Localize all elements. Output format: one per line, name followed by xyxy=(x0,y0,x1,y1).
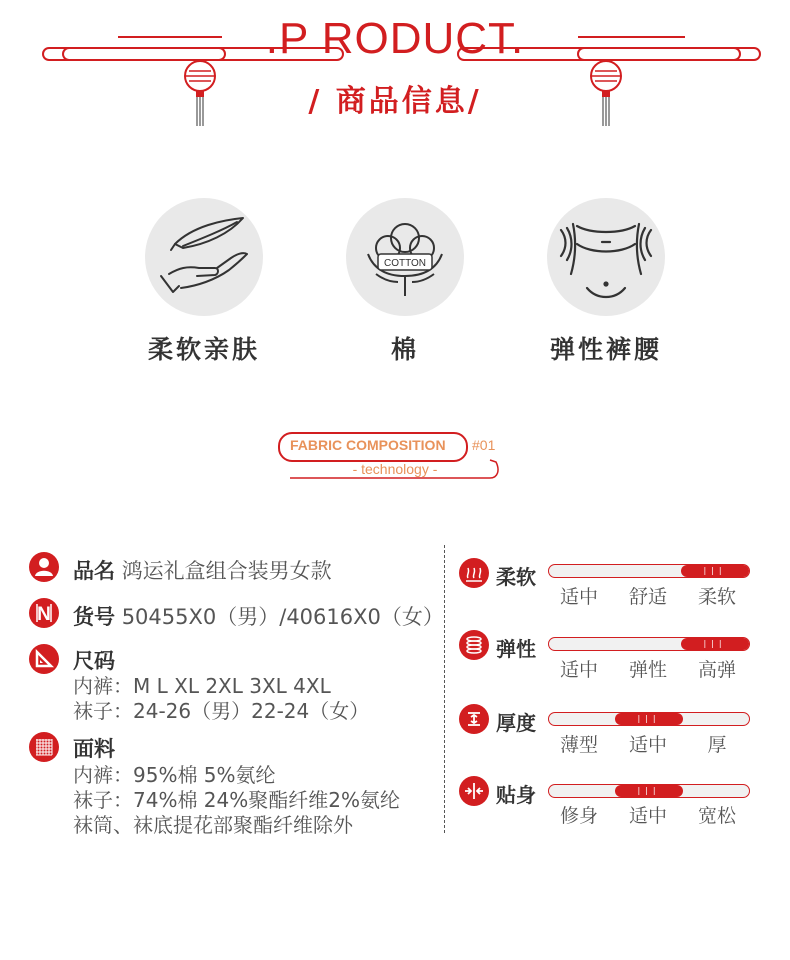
rating-scale-label: 修身 xyxy=(559,805,598,827)
arrows-inward-icon xyxy=(459,776,489,806)
info-fabric-line: 袜子：74%棉 24%聚酯纤维2%氨纶 xyxy=(73,788,400,812)
rating-fill: ||| xyxy=(681,565,749,577)
rating-scale-label: 柔软 xyxy=(697,586,736,608)
rating-track xyxy=(548,784,750,798)
rating-scale-label: 弹性 xyxy=(628,659,667,681)
info-name-value: 鸿运礼盒组合装男女款 xyxy=(121,559,332,583)
rating-scale-label: 薄型 xyxy=(559,734,598,756)
rating-scale-label: 厚 xyxy=(707,734,727,756)
info-size-line: 袜子：24-26（男）22-24（女） xyxy=(73,699,370,723)
info-name-key: 品名 xyxy=(73,559,115,583)
info-size-key: 尺码 xyxy=(73,649,115,673)
page-title-en: .P RODUCT. xyxy=(265,14,525,63)
rating-label: 贴身 xyxy=(496,783,536,807)
rating-fill: ||| xyxy=(615,713,683,725)
info-fabric-line: 内裤：95%棉 5%氨纶 xyxy=(73,763,276,787)
info-sku-value: 50455X0（男）/40616X0（女） xyxy=(121,605,444,629)
rating-label: 弹性 xyxy=(496,637,536,661)
rating-track xyxy=(548,564,750,578)
info-fabric-key: 面料 xyxy=(73,737,115,761)
feature-label: 弹性裤腰 xyxy=(549,335,662,364)
feature-label: 柔软亲肤 xyxy=(147,335,260,364)
rating-scale-label: 适中 xyxy=(628,805,667,827)
cotton-icon-text: COTTON xyxy=(383,258,427,269)
spring-icon xyxy=(459,630,489,660)
rating-track xyxy=(548,637,750,651)
page-title-cn: / 商品信息/ xyxy=(308,84,482,119)
svg-text:N: N xyxy=(37,604,51,625)
column-divider xyxy=(444,545,445,833)
rating-scale-label: 宽松 xyxy=(697,805,736,827)
info-sku-key: 货号 xyxy=(73,605,115,629)
info-size-line: 内裤：M L XL 2XL 3XL 4XL xyxy=(73,674,331,698)
rating-scale-label: 适中 xyxy=(559,586,598,608)
ruler-icon xyxy=(29,644,59,674)
rating-label: 厚度 xyxy=(496,711,536,735)
heat-waves-icon xyxy=(459,558,489,588)
fabric-grid-icon xyxy=(29,732,59,762)
rating-scale-label: 适中 xyxy=(559,659,598,681)
rating-scale-label: 高弹 xyxy=(697,659,736,681)
composition-badge-text: FABRIC COMPOSITION xyxy=(290,437,446,453)
rating-track xyxy=(548,712,750,726)
rating-fill: ||| xyxy=(681,638,749,650)
sku-icon xyxy=(29,598,59,628)
composition-subtitle: - technology - xyxy=(352,461,438,477)
info-fabric-line: 袜筒、袜底提花部聚酯纤维除外 xyxy=(73,813,353,837)
rating-scale-label: 舒适 xyxy=(628,586,667,608)
rating-label: 柔软 xyxy=(496,565,536,589)
feature-label: 棉 xyxy=(390,335,419,364)
rating-fill: ||| xyxy=(615,785,683,797)
info-name xyxy=(73,555,332,585)
thickness-icon xyxy=(459,704,489,734)
info-sku xyxy=(73,601,444,631)
rating-scale-label: 适中 xyxy=(628,734,667,756)
composition-number: #01 xyxy=(472,437,496,453)
person-icon xyxy=(29,552,59,582)
